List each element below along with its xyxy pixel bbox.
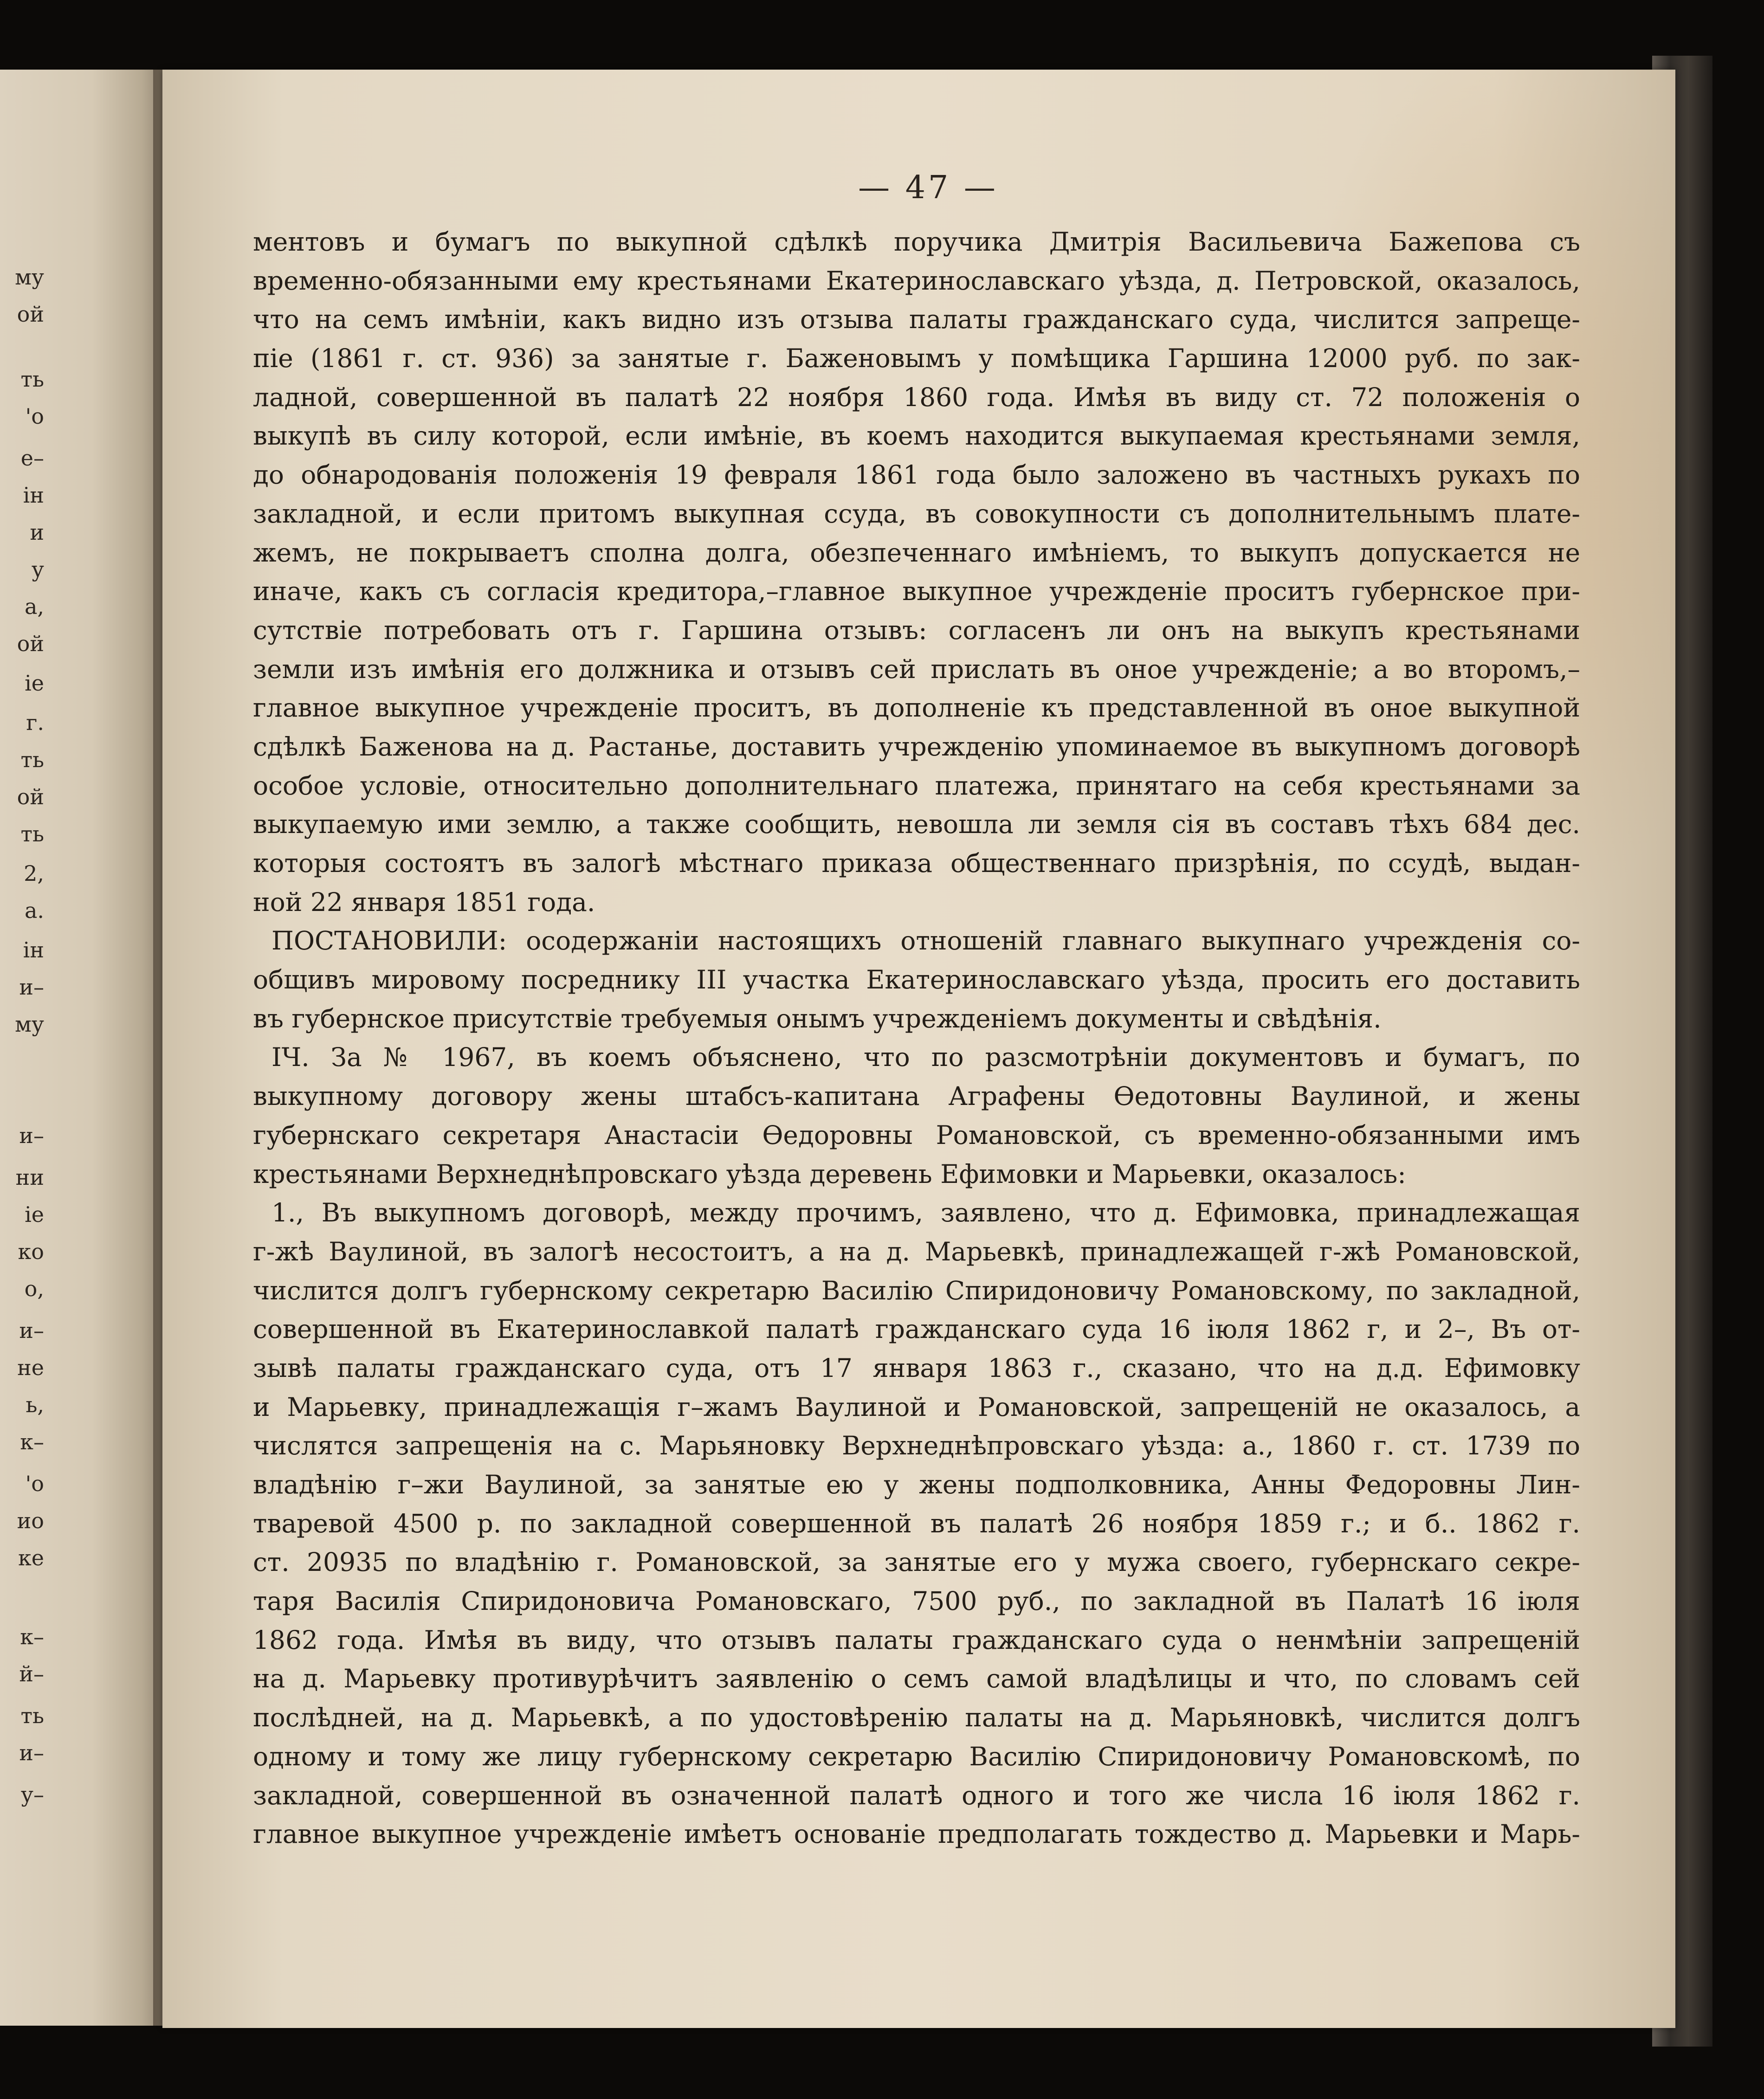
text-line: числится долгъ губернскому секретарю Василію Спиридоновичу Романовскому, по закладной,: [253, 1275, 1580, 1305]
text-line: ладной, совершенной въ палатѣ 22 ноября 1860 года. Имѣя въ виду ст. 72 положенія о: [253, 382, 1580, 412]
left-page-fragment: му: [15, 265, 44, 290]
text-line: губернскаго секретаря Анастасіи Өедоровны Романовской, съ временно-обязанными имъ: [253, 1120, 1580, 1150]
page-body-text: [253, 223, 1580, 1854]
text-line: числятся запрещенія на с. Марьяновку Верхнеднѣпровскаго уѣзда: а., 1860 г. ст. 1739 по: [253, 1431, 1580, 1461]
left-page-fragment: ін: [23, 937, 44, 962]
left-page-fragment: ой: [17, 631, 44, 656]
text-line: ст. 20935 по владѣнію г. Романовской, за занятые его у мужа своего, губернскаго секре-: [253, 1547, 1580, 1577]
left-page-fragment: іе: [25, 1202, 44, 1227]
text-line: совершенной въ Екатеринославкой палатѣ гражданскаго суда 16 іюля 1862 г, и 2–, Въ от-: [253, 1314, 1580, 1344]
left-page-fragment: и–: [19, 1740, 44, 1765]
text-line: тваревой 4500 р. по закладной совершенной въ палатѣ 26 ноября 1859 г.; и б.. 1862 г.: [253, 1508, 1580, 1538]
text-line: піе (1861 г. ст. 936) за занятые г. Баженовымъ у помѣщика Гаршина 12000 руб. по зак-: [253, 343, 1580, 374]
book-page: [162, 70, 1675, 2028]
text-line: до обнародованія положенія 19 февраля 1861 года было заложено въ частныхъ рукахъ по: [253, 460, 1580, 490]
text-line: сдѣлкѣ Баженова на д. Растанье, доставить учрежденію упоминаемое въ выкупномъ договорѣ: [253, 731, 1580, 762]
left-page-fragment: ни: [15, 1165, 44, 1190]
left-page-fragment: ть: [20, 367, 44, 392]
left-page-fragment: и–: [19, 1123, 44, 1148]
text-line: которыя состоятъ въ залогѣ мѣстнаго приказа общественнаго призрѣнія, по ссудѣ, выдан-: [253, 848, 1580, 878]
left-page-fragment: 2,: [24, 861, 44, 886]
text-line: ментовъ и бумагъ по выкупной сдѣлкѣ поручика Дмитрія Васильевича Бажепова съ: [253, 227, 1580, 257]
left-page-edge: [0, 70, 167, 2026]
text-line: выкупѣ въ силу которой, если имѣніе, въ коемъ находится выкупаемая крестьянами земля,: [253, 421, 1580, 451]
left-page-fragment: ть: [20, 821, 44, 846]
text-line: главное выкупное учрежденіе имѣетъ основаніе предполагать тождество д. Марьевки и Марь-: [253, 1819, 1580, 1849]
text-line: и Марьевку, принадлежащія г–жамъ Ваулиной и Романовской, запрещеній не оказалось, а: [253, 1392, 1580, 1422]
text-line: послѣдней, на д. Марьевкѣ, а по удостовѣренію палаты на д. Марьяновкѣ, числится долгъ: [253, 1703, 1580, 1733]
left-page-fragment: 'о: [25, 1471, 44, 1496]
left-page-fragment: му: [15, 1012, 44, 1037]
text-line: главное выкупное учрежденіе проситъ, въ дополненіе къ представленной въ оное выкупной: [253, 693, 1580, 723]
text-line: 1., Въ выкупномъ договорѣ, между прочимъ, заявлено, что д. Ефимовка, принадлежащая: [271, 1198, 1580, 1228]
left-page-fragment: и–: [19, 1318, 44, 1343]
left-page-fragment: іе: [25, 671, 44, 696]
text-line: владѣнію г–жи Ваулиной, за занятые ею у жены подполковника, Анны Федоровны Лин-: [253, 1470, 1580, 1499]
left-page-fragment: а,: [24, 594, 44, 619]
text-line: IЧ. За № 1967, въ коемъ объяснено, что по разсмотрѣніи документовъ и бумагъ, по: [271, 1042, 1580, 1072]
left-page-fragment: ть: [20, 747, 44, 772]
left-page-fragment: ін: [23, 483, 44, 508]
text-line: выкупаемую ими землю, а также сообщить, невошла ли земля сія въ составъ тѣхъ 684 дес.: [253, 809, 1580, 840]
text-line: крестьянами Верхнеднѣпровскаго уѣзда деревень Ефимовки и Марьевки, оказалось:: [253, 1159, 1406, 1189]
text-line: закладной, и если притомъ выкупная ссуда, въ совокупности съ дополнительнымъ плате-: [253, 498, 1580, 529]
text-line: ПОСТАНОВИЛИ: оcодержаніи настоящихъ отношеній главнаго выкупнаго учрежденія со-: [271, 926, 1580, 956]
text-line: выкупному договору жены штабсъ-капитана Аграфены Өедотовны Ваулиной, и жены: [253, 1081, 1580, 1111]
left-page-fragment: и: [30, 520, 44, 545]
left-page-fragment: ь,: [26, 1392, 44, 1417]
left-page-fragment: г.: [26, 710, 44, 735]
text-line: земли изъ имѣнія его должника и отзывъ сей прислать въ оное учрежденіе; а во второмъ,–: [253, 654, 1580, 684]
left-page-fragment: и–: [19, 975, 44, 1000]
text-line: особое условіе, относительно дополнительнаго платежа, принятаго на себя крестьянами за: [253, 770, 1580, 801]
text-line: что на семъ имѣніи, какъ видно изъ отзыва палаты гражданскаго суда, числится запреще-: [253, 304, 1580, 335]
left-page-fragment: й–: [19, 1661, 44, 1686]
text-line: жемъ, не покрываетъ сполна долга, обезпеченнаго имѣніемъ, то выкупъ допускается не: [253, 537, 1580, 568]
text-line: ной 22 января 1851 года.: [253, 887, 595, 917]
left-page-fragment: ой: [17, 302, 44, 327]
text-line: общивъ мировому посреднику III участка Екатеринославскаго уѣзда, просить его доставить: [253, 965, 1580, 995]
text-line: таря Василія Спиридоновича Романовскаго, 7500 руб., по закладной въ Палатѣ 16 іюля: [253, 1586, 1580, 1616]
text-line: сутствіе потребовать отъ г. Гаршина отзывъ: согласенъ ли онъ на выкупъ крестьянами: [253, 615, 1580, 645]
left-page-fragment: о,: [24, 1276, 44, 1301]
left-page-fragment: е–: [20, 446, 44, 471]
left-page-fragment: ой: [17, 784, 44, 809]
left-page-fragment: к–: [20, 1429, 44, 1454]
text-line: на д. Марьевку противурѣчитъ заявленію о семъ самой владѣлицы и что, по словамъ сей: [253, 1664, 1580, 1694]
text-line: зывѣ палаты гражданскаго суда, отъ 17 января 1863 г., сказано, что на д.д. Ефимовку: [253, 1353, 1580, 1383]
left-page-fragment: ио: [17, 1508, 44, 1533]
page-number: — 47 —: [858, 169, 998, 206]
text-line: временно-обязанными ему крестьянами Екатеринославскаго уѣзда, д. Петровской, оказалось,: [253, 265, 1580, 296]
left-page-fragment: ть: [20, 1703, 44, 1728]
left-page-fragment: 'о: [25, 404, 44, 429]
left-page-fragment: ко: [18, 1239, 44, 1264]
left-page-fragment: ке: [18, 1545, 44, 1570]
left-page-fragment: а.: [24, 898, 44, 923]
text-line: закладной, совершенной въ означенной палатѣ одного и того же числа 16 іюля 1862 г.: [253, 1780, 1580, 1810]
text-line: 1862 года. Имѣя въ виду, что отзывъ палаты гражданскаго суда о ненмѣніи запрещеній: [253, 1625, 1580, 1655]
text-line: одному и тому же лицу губернскому секретарю Василію Спиридоновичу Романовскомѣ, по: [253, 1741, 1580, 1771]
left-page-fragment: к–: [20, 1624, 44, 1649]
text-line: въ губернское присутствіе требуемыя онымъ учрежденіемъ документы и свѣдѣнія.: [253, 1003, 1382, 1033]
text-line: иначе, какъ съ согласія кредитора,–главное выкупное учрежденіе проситъ губернское при-: [253, 576, 1580, 607]
left-page-text-fragments: [0, 70, 167, 2026]
left-page-fragment: у: [31, 557, 44, 582]
text-line: г-жѣ Ваулиной, въ залогѣ несостоитъ, а на д. Марьевкѣ, принадлежащей г-жѣ Романовской,: [253, 1236, 1580, 1266]
left-page-fragment: не: [17, 1355, 44, 1380]
left-page-fragment: у–: [20, 1782, 44, 1807]
